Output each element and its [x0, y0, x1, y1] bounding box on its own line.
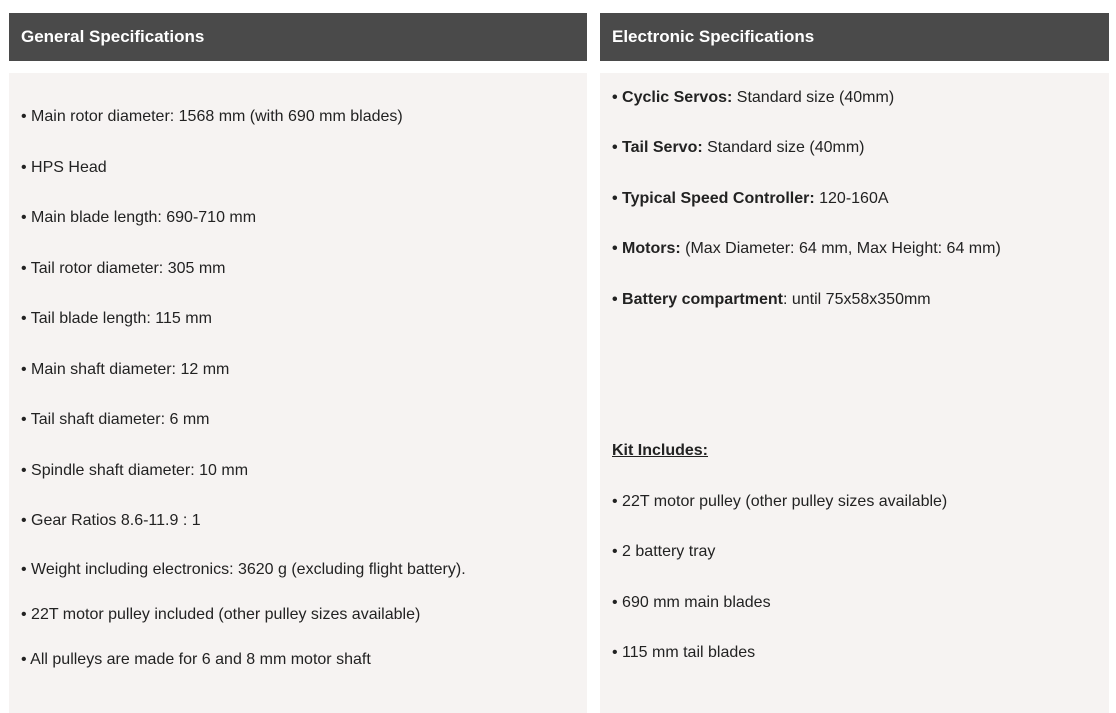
spec-item: • Main blade length: 690-710 mm: [21, 209, 257, 226]
electronic-specifications-panel: [600, 73, 1109, 713]
electronic-spec-value: Standard size (40mm): [732, 89, 895, 106]
electronic-spec-value: (Max Diameter: 64 mm, Max Height: 64 mm): [680, 240, 1001, 257]
spec-item: • Main shaft diameter: 12 mm: [21, 361, 230, 378]
electronic-spec-label: • Battery compartment: [612, 291, 783, 308]
electronic-specifications-column: [600, 13, 1109, 661]
spec-item: • HPS Head: [21, 159, 107, 176]
electronic-spec-label: • Cyclic Servos:: [612, 89, 733, 106]
kit-item: • 22T motor pulley (other pulley sizes available): [612, 493, 948, 510]
general-specifications-header: General Specifications: [9, 13, 587, 61]
electronic-specifications-header: Electronic Specifications: [600, 13, 1109, 61]
spec-item: • Weight including electronics: 3620 g (excluding flight battery).: [21, 561, 466, 578]
electronic-spec-value: Standard size (40mm): [702, 139, 865, 156]
electronic-spec-value: 120-160A: [814, 190, 889, 207]
kit-item: • 2 battery tray: [612, 543, 716, 560]
spec-item: • 22T motor pulley included (other pulley sizes available): [21, 606, 421, 623]
general-specifications-column: [9, 13, 587, 668]
spec-item: • Tail rotor diameter: 305 mm: [21, 260, 226, 277]
electronic-spec-label: • Typical Speed Controller:: [612, 190, 815, 207]
electronic-spec-item: [612, 290, 931, 310]
electronic-spec-item: [612, 88, 894, 108]
spec-item: • Tail blade length: 115 mm: [21, 310, 212, 327]
spec-item: • Gear Ratios 8.6-11.9 : 1: [21, 512, 201, 529]
electronic-spec-item: [612, 239, 1001, 259]
general-specifications-panel: [9, 73, 587, 713]
electronic-spec-label: • Motors:: [612, 240, 681, 257]
kit-item: • 115 mm tail blades: [612, 644, 756, 661]
electronic-spec-item: [612, 189, 889, 209]
spec-item: • Main rotor diameter: 1568 mm (with 690 mm blades): [21, 108, 403, 125]
spec-item: • Tail shaft diameter: 6 mm: [21, 411, 210, 428]
kit-includes-title: Kit Includes:: [612, 442, 709, 459]
electronic-spec-item: [612, 138, 865, 158]
electronic-spec-label: • Tail Servo:: [612, 139, 703, 156]
spec-item: • All pulleys are made for 6 and 8 mm motor shaft: [21, 651, 371, 668]
electronic-spec-value: : until 75x58x350mm: [782, 291, 931, 308]
spec-item: • Spindle shaft diameter: 10 mm: [21, 462, 249, 479]
kit-item: • 690 mm main blades: [612, 594, 771, 611]
